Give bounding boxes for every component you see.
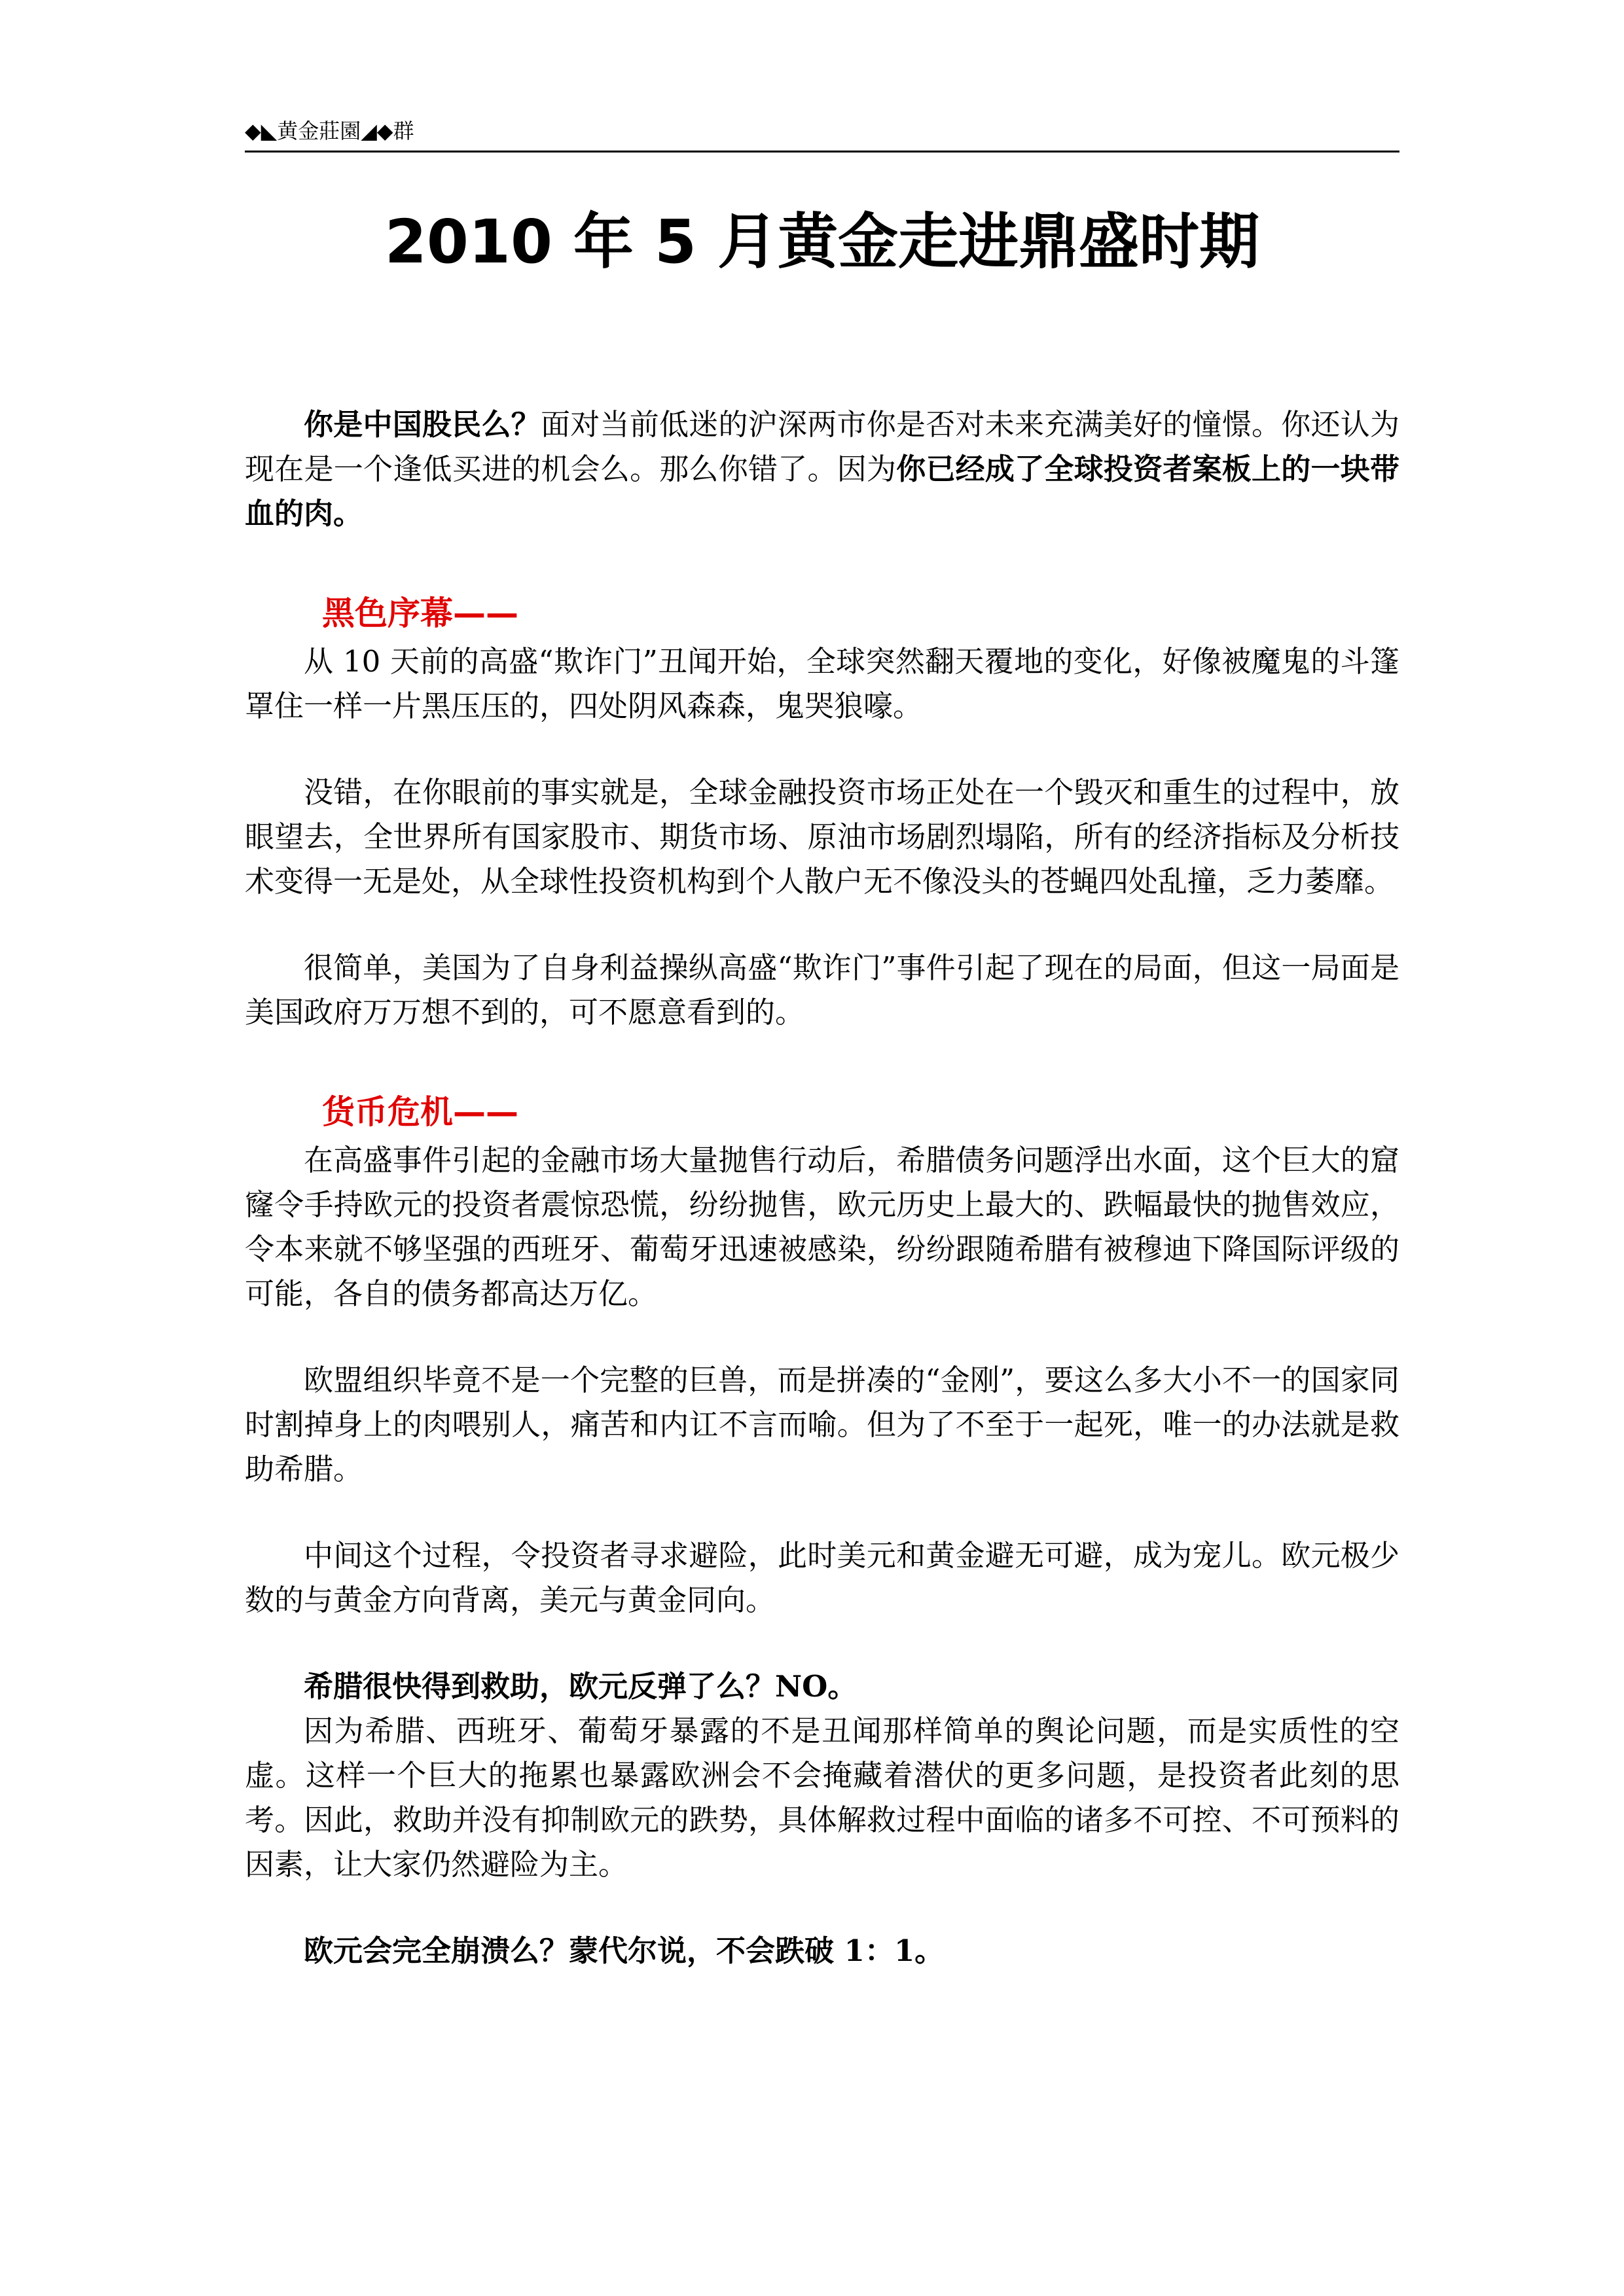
- section1-paragraph: 没错，在你眼前的事实就是，全球金融投资市场正处在一个毁灭和重生的过程中，放眼望去，全世界所有国家股市、期货市场、原油市场剧烈塌陷，所有的经济指标及分析技术变得一无是处，从全球性投资机构到个人散户无不像没头的苍蝇四处乱撞，乏力萎靡。: [245, 775, 1399, 899]
- section2-paragraph: 欧盟组织毕竟不是一个完整的巨兽，而是拼凑的“金刚”，要这么多大小不一的国家同时割掉身上的肉喂别人，痛苦和内讧不言而喻。但为了不至于一起死，唯一的办法就是救助希腊。: [245, 1363, 1399, 1486]
- bold-question-euro: 欧元会完全崩溃么？蒙代尔说，不会跌破 1：1。: [304, 1933, 945, 1968]
- intro-paragraph: [245, 403, 1399, 536]
- section2-paragraph: 在高盛事件引起的金融市场大量抛售行动后，希腊债务问题浮出水面，这个巨大的窟窿令手持欧元的投资者震惊恐慌，纷纷抛售，欧元历史上最大的、跌幅最快的抛售效应，令本来就不够坚强的西班牙、葡萄牙迅速被感染，纷纷跟随希腊有被穆迪下降国际评级的可能，各自的债务都高达万亿。: [245, 1143, 1399, 1311]
- section2-paragraph: 因为希腊、西班牙、葡萄牙暴露的不是丑闻那样简单的舆论问题，而是实质性的空虚。这样一个巨大的拖累也暴露欧洲会不会掩藏着潜伏的更多问题，是投资者此刻的思考。因此，救助并没有抑制欧元的跌势，具体解救过程中面临的诸多不可控、不可预料的因素，让大家仍然避险为主。: [245, 1713, 1399, 1882]
- section1-paragraph: 从 10 天前的高盛“欺诈门”丑闻开始，全球突然翻天覆地的变化，好像被魔鬼的斗篷罩住一样一片黑压压的，四处阴风森森，鬼哭狼嚎。: [245, 644, 1399, 723]
- intro-bold-conclusion: 你已经成了全球投资者案板上的一块带血的肉。: [245, 452, 1399, 531]
- section-heading-black-prelude: 黑色序幕——: [322, 594, 518, 632]
- article-body: [245, 403, 1399, 1973]
- section1-paragraph: 很简单，美国为了自身利益操纵高盛“欺诈门”事件引起了现在的局面，但这一局面是美国政府万万想不到的，可不愿意看到的。: [245, 950, 1399, 1030]
- header-text: ◆◣黄金莊園◢◆群: [245, 118, 414, 143]
- section-heading-currency-crisis: 货币危机——: [322, 1093, 518, 1131]
- page-title: 2010 年 5 月黄金走进鼎盛时期: [384, 207, 1260, 277]
- page-header: [245, 117, 1399, 152]
- section2-paragraph: 中间这个过程，令投资者寻求避险，此时美元和黄金避无可避，成为宠儿。欧元极少数的与黄金方向背离，美元与黄金同向。: [245, 1538, 1399, 1617]
- intro-bold-question: 你是中国股民么？: [304, 407, 541, 442]
- intro-text: 面对当前低迷的沪深两市你是否对未来充满美好的憧憬。你还认为现在是一个逢低买进的机会么。那么你错了。因为: [245, 407, 1399, 486]
- bold-question-greece: 希腊很快得到救助，欧元反弹了么？NO。: [304, 1669, 857, 1704]
